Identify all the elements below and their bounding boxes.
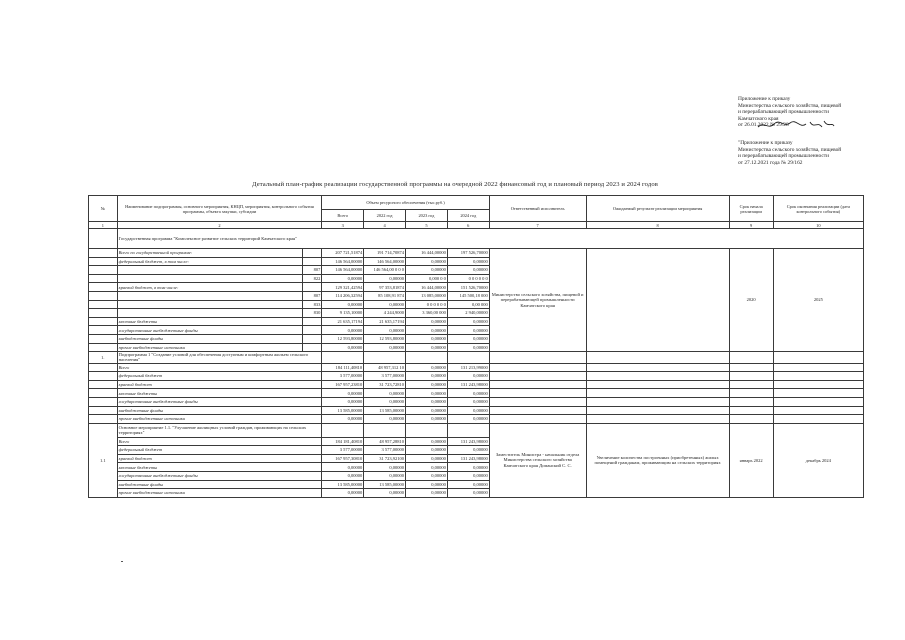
row-label [117,291,302,300]
event-start: январь 2022 [729,423,773,497]
value-y2023: 0,00000 [406,343,448,352]
row-num-cell [89,334,118,343]
empty-cell [489,389,586,398]
value-y2024: 0,00000 [447,480,489,489]
value-y2023: 0 0 0 0 0 0 [406,300,448,309]
header-total: Всего [322,210,364,222]
event-executor: Заместитель Министра - начальник отдела Министерства сельского хозяйства Камчатского края Доманский С. С. [489,423,586,497]
empty-cell [586,389,729,398]
row-code [302,326,322,335]
row-code [302,257,322,266]
value-y2022: 0,00000 [364,326,406,335]
value-y2024: 0,00000 [447,334,489,343]
value-total: 9 135,10000 [322,309,364,318]
row-num-cell [89,291,118,300]
previous-order-note [738,140,898,166]
empty-cell [586,363,729,372]
value-y2024: 131 243,98000 [447,454,489,463]
row-code [302,317,322,326]
row-code: 807 [302,291,322,300]
col-number: 8 [586,222,729,229]
row-code [302,249,322,258]
row-num-cell [89,309,118,318]
value-y2022: 31 723,92100 [364,454,406,463]
value-total: 0,00000 [322,300,364,309]
value-y2022: 13 585,00000 [364,406,406,415]
empty-cell [489,397,586,406]
scan-speck [121,561,123,562]
section-title-row [89,423,864,437]
empty-cell [773,397,863,406]
value-total: 3 577,00000 [322,372,364,381]
document-title: Детальный план-график реализации государственной программы на очередной 2022 финансовый год и плановый период 2023 и 2024 годов [252,181,658,188]
header-result: Ожидаемый результат реализации мероприятия [586,196,729,222]
empty-cell [729,380,773,389]
value-y2023: 0,00000 [406,266,448,275]
value-y2023: 0,00000 [406,326,448,335]
value-y2023: 0,00000 [406,489,448,498]
approval-date-line [738,122,898,130]
empty-cell [773,415,863,424]
value-y2022: 0,00000 [364,415,406,424]
value-total: 0,00000 [322,472,364,481]
value-y2022: 0,00000 [364,343,406,352]
value-y2022: 0,00000 [364,300,406,309]
value-y2022: 0,00000 [364,463,406,472]
value-y2022: 12 593,80000 [364,334,406,343]
empty-cell [773,372,863,381]
row-code [302,283,322,292]
row-label: Всего [117,363,322,372]
empty-cell [322,352,364,363]
row-label: государственные внебюджетные фонды [117,472,322,481]
value-y2024: 2 940,00000 [447,309,489,318]
value-y2023: 0,00000 [406,472,448,481]
row-num-cell [89,317,118,326]
value-y2022: 4 244,9000 [364,309,406,318]
program-title: Государственная программа "Комплексное развитие сельских территорий Камчатского края" [117,229,863,249]
empty-cell [447,423,489,437]
approval-note-line: и перерабатывающей промышленности [738,109,830,116]
row-label: местные бюджеты [117,463,322,472]
empty-cell [586,415,729,424]
empty-cell [447,352,489,363]
section-title-row [89,352,864,363]
value-y2023: 0,00000 [406,257,448,266]
empty-cell [729,389,773,398]
previous-order-line: Министерства сельского хозяйства, пищевой [738,146,842,153]
value-y2024: 0 0 0 0 0 0 [447,274,489,283]
value-y2024: 131 243,98000 [447,380,489,389]
value-y2022: 0,00000 [364,274,406,283]
row-code: 807 [302,266,322,275]
value-total: 0,00000 [322,489,364,498]
value-y2022: 0,00000 [364,489,406,498]
value-y2023: 0,00000 [406,380,448,389]
row-code [302,343,322,352]
value-y2024: 0,00 000 [447,300,489,309]
empty-cell [773,363,863,372]
value-y2023: 16 444,00000 [406,249,448,258]
value-y2023: 0,00000 [406,446,448,455]
row-code: 822 [302,274,322,283]
approval-note [738,96,898,130]
row-num-cell [89,249,118,258]
value-y2022: 146 564,00 0 0 0 [364,266,406,275]
value-total: 0,00000 [322,415,364,424]
row-num-cell [89,415,118,424]
value-total: 114 206,32594 [322,291,364,300]
empty-cell [729,415,773,424]
table-row [89,380,864,389]
header-num: № [89,196,118,222]
row-label: государственные внебюджетные фонды [117,326,302,335]
value-y2022: 191 714,70874 [364,249,406,258]
header-executor: Ответственный исполнитель [489,196,586,222]
row-label: прочие внебюджетные источники [117,415,322,424]
row-label: краевой бюджет, в том числе: [117,283,302,292]
previous-order-line: от 27.12.2021 года № 29/162 [738,159,803,166]
value-y2023: 0,00000 [406,463,448,472]
empty-cell [489,380,586,389]
value-y2023: 0,00000 [406,389,448,398]
value-y2024: 0,00000 [447,446,489,455]
empty-cell [489,406,586,415]
row-label [117,274,302,283]
col-number: 2 [117,222,322,229]
row-code [302,334,322,343]
col-number: 5 [406,222,448,229]
empty-cell [586,397,729,406]
empty-cell [489,372,586,381]
value-y2024: 0,00000 [447,266,489,275]
row-label: краевой бюджет [117,380,322,389]
empty-cell [773,352,863,363]
value-y2022: 85 108,91 874 [364,291,406,300]
table-row [89,397,864,406]
value-total: 207 721,51874 [322,249,364,258]
row-label: федеральный бюджет, в том числе: [117,257,302,266]
section-title: Подпрограмма 1 "Создание условий для обеспечения доступным и комфортным жильем сельского населения" [117,352,322,363]
value-total: 0,00000 [322,274,364,283]
empty-cell [729,397,773,406]
col-number: 7 [489,222,586,229]
table-row [89,363,864,372]
program-end: 2025 [773,249,863,352]
value-y2022: 31 723,72810 [364,380,406,389]
row-label [117,300,302,309]
program-result-cell [586,249,729,352]
value-total: 13 585,00000 [322,480,364,489]
row-label: прочие внебюджетные источники [117,343,302,352]
event-end: декабрь 2024 [773,423,863,497]
value-y2024: 0,00000 [447,317,489,326]
value-y2022: 0,00000 [364,472,406,481]
approval-note-line: Министерства сельского хозяйства, пищевой [738,102,842,109]
col-number: 6 [447,222,489,229]
empty-cell [489,415,586,424]
row-label: краевой бюджет [117,454,322,463]
value-y2024: 0,00000 [447,489,489,498]
row-num-cell [89,300,118,309]
empty-cell [489,363,586,372]
table-row [89,372,864,381]
row-label: внебюджетные фонды [117,406,322,415]
value-total: 146 564,00000 [322,266,364,275]
value-y2024: 0,00000 [447,397,489,406]
empty-cell [729,406,773,415]
value-total: 129 321,42594 [322,283,364,292]
header-volume: Объем ресурсного обеспечения (тыс.руб.) [322,196,489,210]
value-y2024: 0,00000 [447,406,489,415]
value-total: 0,00000 [322,389,364,398]
value-total: 0,00000 [322,326,364,335]
value-y2023: 13 085,00000 [406,291,448,300]
row-label: Всего [117,437,322,446]
value-y2023: 0,00000 [406,415,448,424]
value-y2024: 131 243,98000 [447,437,489,446]
row-label [117,266,302,275]
col-number: 4 [364,222,406,229]
row-label: федеральный бюджет [117,446,322,455]
value-total: 146 564,00000 [322,257,364,266]
value-total: 12 593,80000 [322,334,364,343]
empty-cell [586,372,729,381]
value-total: 167 957,23810 [322,380,364,389]
empty-cell [773,380,863,389]
program-title-row [89,229,864,249]
value-y2023: 0,00000 [406,480,448,489]
row-code: 833 [302,300,322,309]
previous-order-line: "Приложение к приказу [738,140,793,146]
row-num-cell [89,326,118,335]
row-code: 830 [302,309,322,318]
row-label: Всего по государственной программе: [117,249,302,258]
table-row [89,389,864,398]
value-y2022: 146 564,00000 [364,257,406,266]
value-y2022: 48 957,312 10 [364,363,406,372]
plan-schedule-table [88,195,864,498]
value-total: 167 957,30810 [322,454,364,463]
value-total: 184 181,40810 [322,437,364,446]
row-num-cell [89,363,118,372]
row-num-cell [89,406,118,415]
col-number: 9 [729,222,773,229]
value-y2022: 3 577,00000 [364,372,406,381]
table-body [89,229,864,498]
empty-cell [773,406,863,415]
value-y2024: 0,00000 [447,257,489,266]
row-num-cell [89,380,118,389]
value-y2024: 131 213,99000 [447,363,489,372]
value-y2024: 197 526,70000 [447,249,489,258]
row-label: местные бюджеты [117,389,322,398]
row-num-cell [89,397,118,406]
program-executor: Министерство сельского хозяйства, пищевой и перерабатывающей промышленности Камчатского края [489,249,586,352]
value-y2022: 21 635,17194 [364,317,406,326]
empty-cell [406,423,448,437]
empty-cell [729,363,773,372]
row-label: внебюджетные фонды [117,334,302,343]
col-number: 10 [773,222,863,229]
col-number: 1 [89,222,118,229]
value-y2023: 3 360,00 000 [406,309,448,318]
value-y2024: 0,00000 [447,415,489,424]
value-y2022: 0,00000 [364,397,406,406]
value-y2023: 0,00000 [406,317,448,326]
header-2024: 2024 год [447,210,489,222]
previous-order-line: и перерабатывающей промышленности [738,153,830,160]
row-num-cell [89,257,118,266]
table-row [89,249,864,258]
header-name: Наименование подпрограммы, основного мероприятия, КНЦП, мероприятия, контрольного события программы, объекта закупки, субсидии [117,196,322,222]
value-total: 0,00000 [322,343,364,352]
empty-cell [586,380,729,389]
row-label: федеральный бюджет [117,372,322,381]
header-2023: 2023 год [406,210,448,222]
value-y2022: 3 577,00000 [364,446,406,455]
row-label: прочие внебюджетные источники [117,489,322,498]
event-result: Увеличение количества построенных (приобретенных) жилых помещений гражданам, проживающим на сельских территориях [586,423,729,497]
col-number: 3 [322,222,364,229]
value-y2023: 16 444,00000 [406,283,448,292]
value-y2024: 151 526,70000 [447,283,489,292]
empty-cell [773,389,863,398]
value-total: 0,00000 [322,397,364,406]
empty-cell [586,406,729,415]
empty-cell [364,423,406,437]
section-num: 1. [89,352,118,363]
row-label: внебюджетные фонды [117,480,322,489]
value-y2023: 0,000 0 0 [406,274,448,283]
empty-cell [322,423,364,437]
value-total: 3 577,00000 [322,446,364,455]
approval-note-line: Приложение к приказу [738,96,791,102]
row-num-cell [89,266,118,275]
value-y2022: 48 957,28810 [364,437,406,446]
empty-cell [489,352,586,363]
value-y2022: 97 353,81874 [364,283,406,292]
program-start: 2020 [729,249,773,352]
value-y2024: 0,00000 [447,343,489,352]
row-num-cell [89,389,118,398]
value-y2024: 0,00000 [447,326,489,335]
empty-cell [729,372,773,381]
empty-cell [586,352,729,363]
approval-note-line: Камчатского края [738,115,779,122]
row-label [117,309,302,318]
row-num-cell [89,343,118,352]
header-2022: 2022 год [364,210,406,222]
header-start: Срок начала реализации [729,196,773,222]
value-y2023: 0,00000 [406,363,448,372]
section-num: 1.1 [89,423,118,497]
row-num-cell [89,372,118,381]
value-y2023: 0,00000 [406,454,448,463]
header-end: Срок окончания реализации (дата контрольного события) [773,196,863,222]
empty-cell [729,352,773,363]
row-num-cell [89,274,118,283]
value-y2024: 0,00000 [447,389,489,398]
empty-cell [364,352,406,363]
value-y2023: 0,00000 [406,406,448,415]
value-y2023: 0,00000 [406,372,448,381]
value-total: 184 111,40810 [322,363,364,372]
value-total: 0,00000 [322,463,364,472]
value-y2023: 0,00000 [406,334,448,343]
table-row [89,415,864,424]
row-label: местные бюджеты [117,317,302,326]
row-num-cell [89,283,118,292]
value-y2023: 0,00000 [406,437,448,446]
table-row [89,406,864,415]
row-label: государственные внебюджетные фонды [117,397,322,406]
value-y2024: 145 500,18 000 [447,291,489,300]
section-title: Основное мероприятие 1.1. "Улучшение жилищных условий граждан, проживающих на сельских территориях" [117,423,322,437]
value-total: 21 635,17194 [322,317,364,326]
empty-cell [406,352,448,363]
value-y2024: 0,00000 [447,463,489,472]
value-y2022: 0,00000 [364,389,406,398]
approval-date: от 26.01.2022 № 29/28 [738,122,789,129]
value-total: 13 585,00000 [322,406,364,415]
value-y2024: 0,00000 [447,472,489,481]
value-y2023: 0,00000 [406,397,448,406]
value-y2022: 13 585,00000 [364,480,406,489]
value-y2024: 0,00000 [447,372,489,381]
